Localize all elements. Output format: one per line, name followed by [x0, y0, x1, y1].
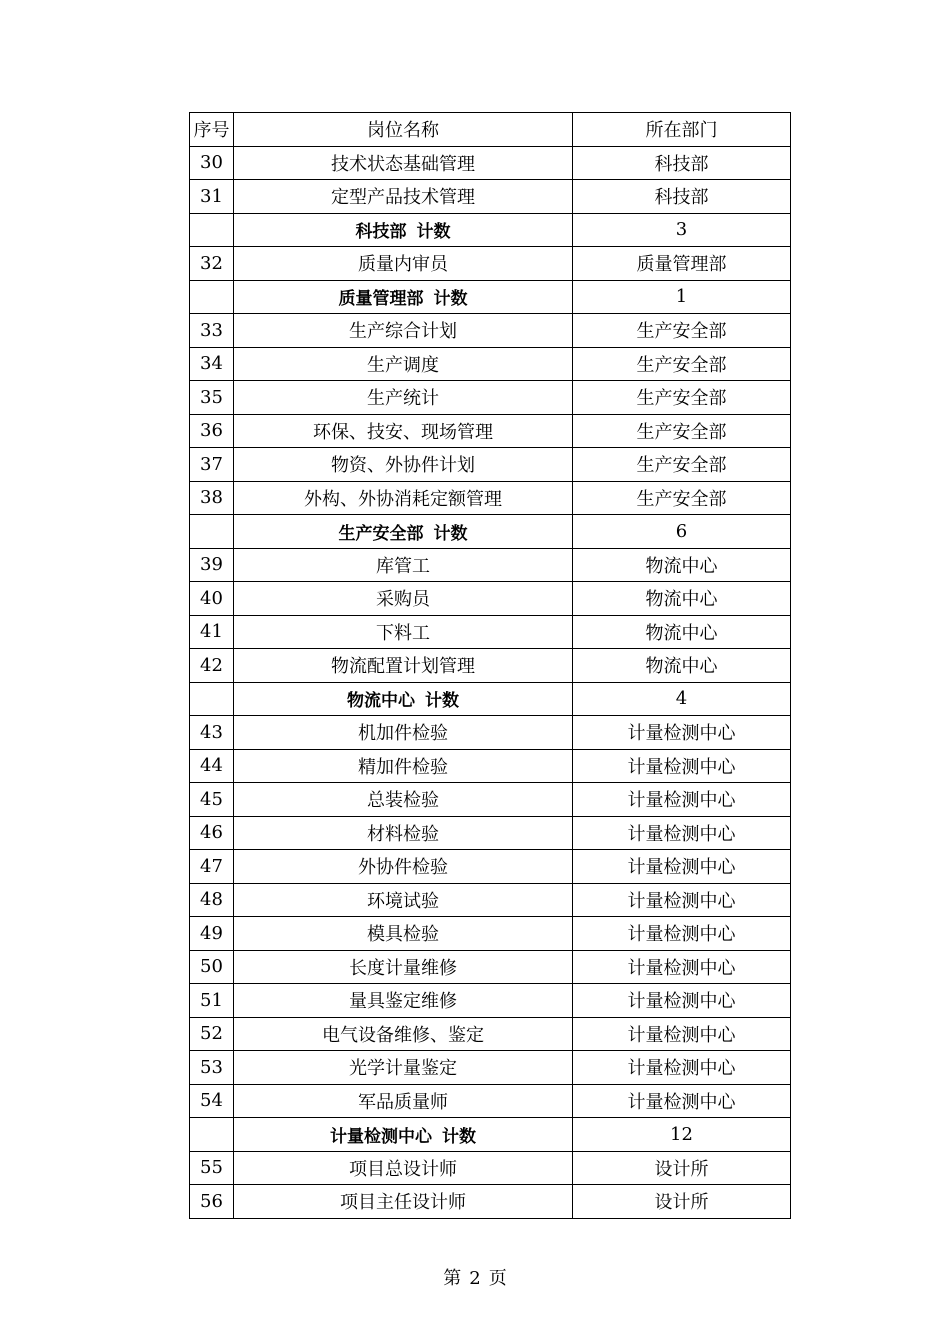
row-position: 机加件检验 — [234, 716, 573, 750]
row-seq: 42 — [190, 649, 234, 683]
table-row — [190, 1185, 791, 1219]
subtotal-label-cell — [234, 682, 573, 716]
row-position: 外构、外协消耗定额管理 — [234, 481, 573, 515]
table-row — [190, 582, 791, 616]
table-row — [190, 180, 791, 214]
row-position: 生产调度 — [234, 347, 573, 381]
subtotal-count: 4 — [573, 682, 791, 716]
table-row — [190, 548, 791, 582]
table-row — [190, 816, 791, 850]
row-seq: 36 — [190, 414, 234, 448]
subtotal-label: 计数 — [433, 523, 468, 544]
row-position: 总装检验 — [234, 783, 573, 817]
row-department: 计量检测中心 — [573, 883, 791, 917]
row-department: 计量检测中心 — [573, 984, 791, 1018]
subtotal-count: 6 — [573, 515, 791, 549]
subtotal-dept: 质量管理部 — [338, 289, 424, 310]
row-department: 物流中心 — [573, 582, 791, 616]
row-department: 计量检测中心 — [573, 917, 791, 951]
header-department: 所在部门 — [573, 113, 791, 147]
subtotal-label: 计数 — [416, 222, 451, 243]
row-position: 外协件检验 — [234, 850, 573, 884]
table-row — [190, 481, 791, 515]
table-row — [190, 615, 791, 649]
row-seq: 49 — [190, 917, 234, 951]
row-department: 计量检测中心 — [573, 850, 791, 884]
table-row — [190, 950, 791, 984]
row-seq: 55 — [190, 1151, 234, 1185]
row-position: 光学计量鉴定 — [234, 1051, 573, 1085]
row-department: 计量检测中心 — [573, 783, 791, 817]
subtotal-label: 计数 — [425, 691, 459, 712]
table-row — [190, 1017, 791, 1051]
row-position: 采购员 — [234, 582, 573, 616]
subtotal-label-cell — [234, 280, 573, 314]
row-position: 定型产品技术管理 — [234, 180, 573, 214]
row-seq: 34 — [190, 347, 234, 381]
row-seq: 53 — [190, 1051, 234, 1085]
row-seq: 50 — [190, 950, 234, 984]
subtotal-row — [190, 1118, 791, 1152]
row-position: 模具检验 — [234, 917, 573, 951]
row-position: 精加件检验 — [234, 749, 573, 783]
table-row — [190, 414, 791, 448]
row-seq: 51 — [190, 984, 234, 1018]
row-seq: 41 — [190, 615, 234, 649]
table-row — [190, 381, 791, 415]
subtotal-label: 计数 — [442, 1126, 476, 1147]
table-row — [190, 347, 791, 381]
subtotal-count: 1 — [573, 280, 791, 314]
row-department: 科技部 — [573, 180, 791, 214]
subtotal-dept: 计量检测中心 — [330, 1126, 432, 1147]
row-seq: 43 — [190, 716, 234, 750]
subtotal-seq-cell — [190, 213, 234, 247]
row-seq: 40 — [190, 582, 234, 616]
row-seq: 56 — [190, 1185, 234, 1219]
subtotal-seq-cell — [190, 515, 234, 549]
row-seq: 48 — [190, 883, 234, 917]
table-row — [190, 984, 791, 1018]
row-position: 项目主任设计师 — [234, 1185, 573, 1219]
row-department: 物流中心 — [573, 649, 791, 683]
row-department: 科技部 — [573, 146, 791, 180]
row-seq: 45 — [190, 783, 234, 817]
row-position: 长度计量维修 — [234, 950, 573, 984]
row-position: 物流配置计划管理 — [234, 649, 573, 683]
subtotal-count: 12 — [573, 1118, 791, 1152]
row-seq: 35 — [190, 381, 234, 415]
row-department: 设计所 — [573, 1185, 791, 1219]
table-row — [190, 1151, 791, 1185]
subtotal-label-cell — [234, 213, 573, 247]
row-department: 计量检测中心 — [573, 749, 791, 783]
row-position: 材料检验 — [234, 816, 573, 850]
table-row — [190, 783, 791, 817]
row-department: 计量检测中心 — [573, 1084, 791, 1118]
footer-prefix: 第 — [443, 1268, 462, 1289]
subtotal-dept: 科技部 — [355, 222, 407, 243]
table-row — [190, 917, 791, 951]
row-seq: 46 — [190, 816, 234, 850]
row-seq: 47 — [190, 850, 234, 884]
row-position: 质量内审员 — [234, 247, 573, 281]
row-position: 军品质量师 — [234, 1084, 573, 1118]
subtotal-row — [190, 682, 791, 716]
table-row — [190, 1051, 791, 1085]
row-department: 生产安全部 — [573, 481, 791, 515]
row-position: 电气设备维修、鉴定 — [234, 1017, 573, 1051]
row-seq: 52 — [190, 1017, 234, 1051]
subtotal-dept: 物流中心 — [347, 691, 415, 712]
table-row — [190, 146, 791, 180]
page-footer — [0, 1264, 950, 1290]
row-department: 生产安全部 — [573, 448, 791, 482]
row-seq: 38 — [190, 481, 234, 515]
row-position: 下料工 — [234, 615, 573, 649]
row-position: 生产综合计划 — [234, 314, 573, 348]
table-row — [190, 247, 791, 281]
row-seq: 33 — [190, 314, 234, 348]
row-department: 质量管理部 — [573, 247, 791, 281]
row-position: 环保、技安、现场管理 — [234, 414, 573, 448]
row-position: 技术状态基础管理 — [234, 146, 573, 180]
row-department: 计量检测中心 — [573, 716, 791, 750]
row-seq: 39 — [190, 548, 234, 582]
footer-suffix: 页 — [488, 1268, 507, 1289]
table-row — [190, 448, 791, 482]
row-seq: 37 — [190, 448, 234, 482]
row-position: 量具鉴定维修 — [234, 984, 573, 1018]
row-position: 物资、外协件计划 — [234, 448, 573, 482]
row-position: 项目总设计师 — [234, 1151, 573, 1185]
row-department: 计量检测中心 — [573, 1017, 791, 1051]
table-row — [190, 850, 791, 884]
row-department: 生产安全部 — [573, 314, 791, 348]
row-position: 库管工 — [234, 548, 573, 582]
row-seq: 31 — [190, 180, 234, 214]
row-position: 环境试验 — [234, 883, 573, 917]
header-seq: 序号 — [190, 113, 234, 147]
row-department: 生产安全部 — [573, 414, 791, 448]
table-row — [190, 749, 791, 783]
row-department: 设计所 — [573, 1151, 791, 1185]
row-department: 生产安全部 — [573, 381, 791, 415]
subtotal-label-cell — [234, 1118, 573, 1152]
subtotal-count: 3 — [573, 213, 791, 247]
row-seq: 54 — [190, 1084, 234, 1118]
subtotal-row — [190, 213, 791, 247]
row-department: 物流中心 — [573, 548, 791, 582]
row-department: 计量检测中心 — [573, 816, 791, 850]
row-seq: 32 — [190, 247, 234, 281]
row-seq: 44 — [190, 749, 234, 783]
row-department: 计量检测中心 — [573, 950, 791, 984]
position-table — [189, 112, 791, 1219]
table-row — [190, 1084, 791, 1118]
row-department: 计量检测中心 — [573, 1051, 791, 1085]
subtotal-row — [190, 515, 791, 549]
subtotal-dept: 生产安全部 — [338, 523, 424, 544]
subtotal-label: 计数 — [433, 289, 468, 310]
subtotal-seq-cell — [190, 280, 234, 314]
row-department: 物流中心 — [573, 615, 791, 649]
table-row — [190, 314, 791, 348]
subtotal-seq-cell — [190, 682, 234, 716]
row-department: 生产安全部 — [573, 347, 791, 381]
table-row — [190, 716, 791, 750]
page-number: 2 — [469, 1268, 481, 1289]
row-position: 生产统计 — [234, 381, 573, 415]
subtotal-seq-cell — [190, 1118, 234, 1152]
table-header-row — [190, 113, 791, 147]
row-seq: 30 — [190, 146, 234, 180]
table-row — [190, 883, 791, 917]
subtotal-row — [190, 280, 791, 314]
header-position: 岗位名称 — [234, 113, 573, 147]
subtotal-label-cell — [234, 515, 573, 549]
table-row — [190, 649, 791, 683]
